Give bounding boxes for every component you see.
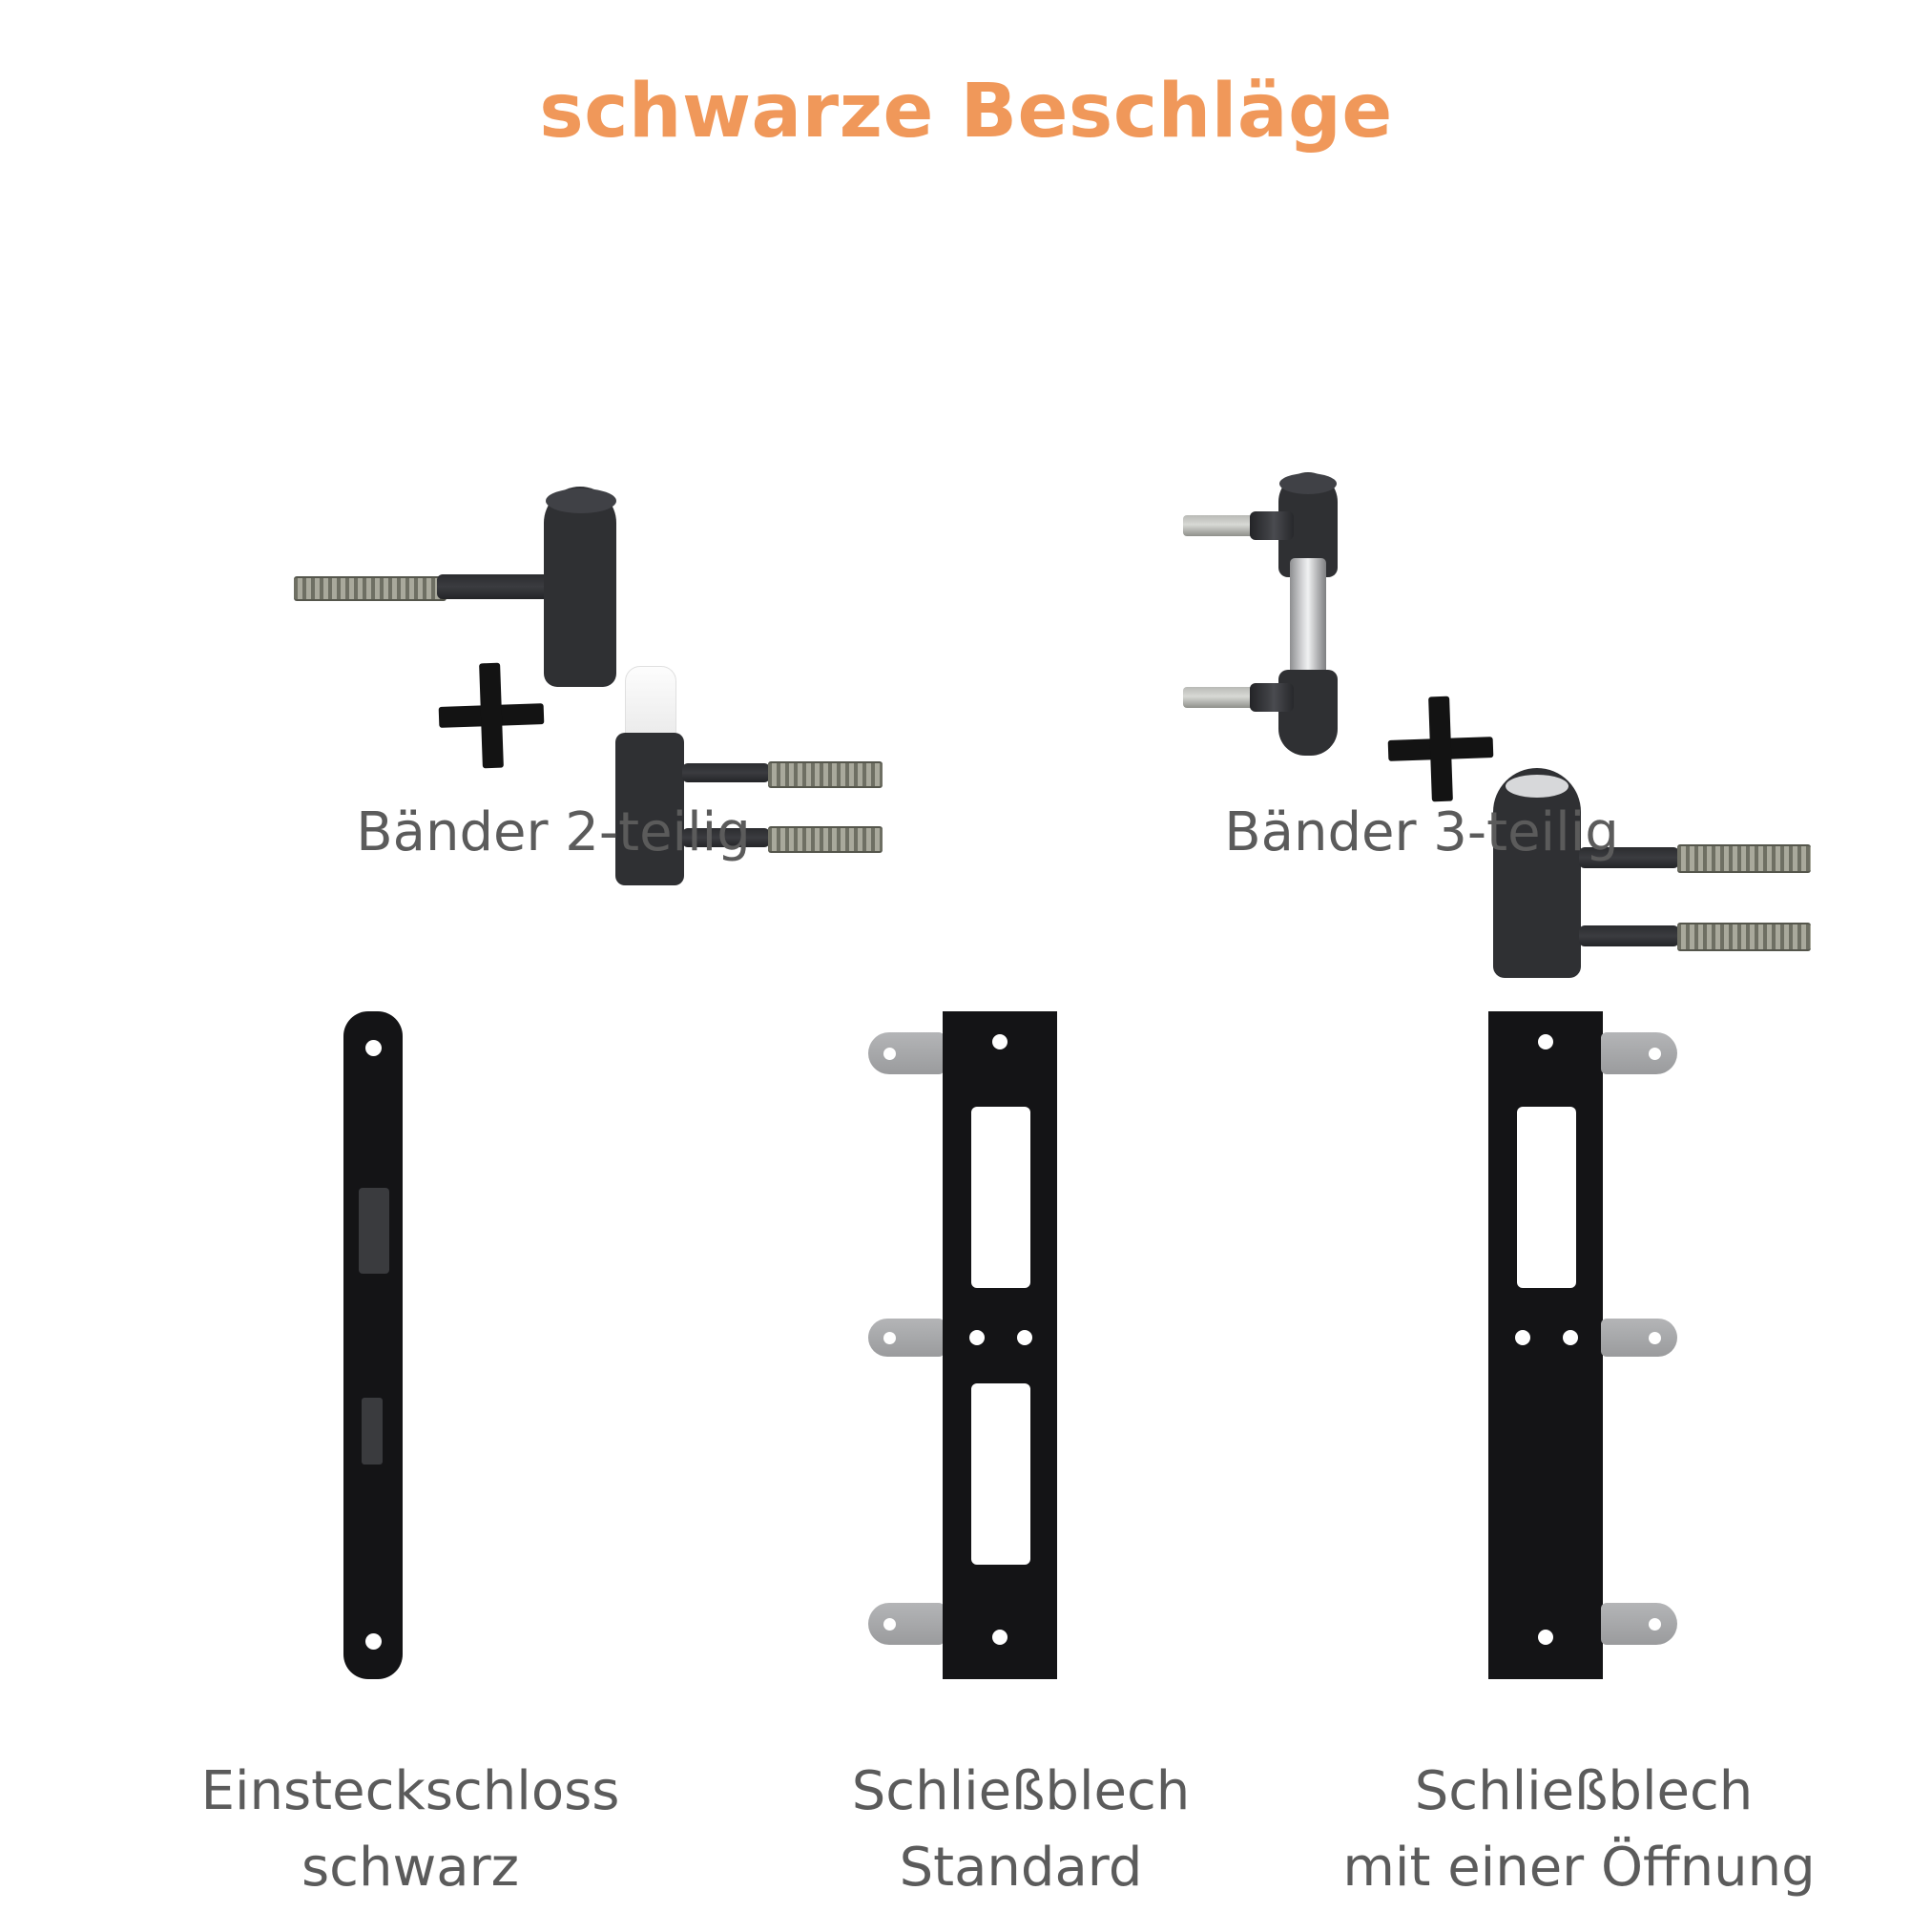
strike-tab-hole-right-middle [1649, 1332, 1661, 1344]
caption-einsteckschloss-line2: schwarz [301, 1837, 519, 1899]
strike-tab-left-top [868, 1032, 945, 1074]
caption-schliessblech-einzeloeffnung-line2: mit einer Öffnung [1342, 1837, 1816, 1899]
strike-tab-left-middle [868, 1319, 945, 1357]
strike-plate-single-hole-mid-right [1563, 1330, 1578, 1345]
strike-plate-hole-mid-left [969, 1330, 985, 1345]
caption-schliessblech-einzeloeffnung-line1: Schließblech [1414, 1760, 1754, 1822]
strike-plate-opening-bottom [971, 1383, 1030, 1565]
plus-icon-3-part [1388, 696, 1493, 801]
product-schliessblech-standard [849, 1011, 1193, 1755]
strike-tab-right-bottom [1601, 1603, 1677, 1645]
strike-plate-single-hole-mid-left [1515, 1330, 1530, 1345]
strike-plate-single-hole-top [1538, 1034, 1553, 1049]
page-title: schwarze Beschläge [539, 69, 1393, 155]
caption-baender-2-teilig: Bänder 2-teilig [356, 801, 751, 863]
plus-icon-2-part [439, 663, 544, 768]
strike-tab-hole-right-bottom [1649, 1618, 1661, 1631]
lock-screw-hole-top [365, 1040, 382, 1056]
strike-plate-single-hole-bottom [1538, 1630, 1553, 1645]
strike-plate-hole-mid-right [1017, 1330, 1032, 1345]
product-baender-3-teilig [1154, 229, 1822, 782]
caption-einsteckschloss-line1: Einsteckschloss [200, 1760, 620, 1822]
caption-schliessblech-standard-line2: Standard [899, 1837, 1143, 1899]
caption-baender-3-teilig: Bänder 3-teilig [1224, 801, 1619, 863]
lock-bolt-slot [362, 1398, 383, 1465]
strike-tab-hole-left-top [883, 1048, 896, 1060]
strike-tab-hole-left-bottom [883, 1618, 896, 1631]
product-baender-2-teilig [248, 229, 859, 782]
strike-plate-hole-top [992, 1034, 1008, 1049]
lock-latch-slot [359, 1188, 389, 1274]
strike-tab-hole-right-top [1649, 1048, 1661, 1060]
strike-tab-right-middle [1601, 1319, 1677, 1357]
product-einsteckschloss-schwarz [315, 1011, 525, 1755]
caption-schliessblech-standard-line1: Schließblech [851, 1760, 1191, 1822]
lock-faceplate [343, 1011, 403, 1679]
strike-plate-hole-bottom [992, 1630, 1008, 1645]
strike-tab-hole-left-middle [883, 1332, 896, 1344]
strike-plate-opening-top [971, 1107, 1030, 1288]
strike-tab-right-top [1601, 1032, 1677, 1074]
product-schliessblech-eine-oeffnung [1469, 1011, 1813, 1755]
strike-tab-left-bottom [868, 1603, 945, 1645]
lock-screw-hole-bottom [365, 1633, 382, 1650]
strike-plate-single-opening [1517, 1107, 1576, 1288]
